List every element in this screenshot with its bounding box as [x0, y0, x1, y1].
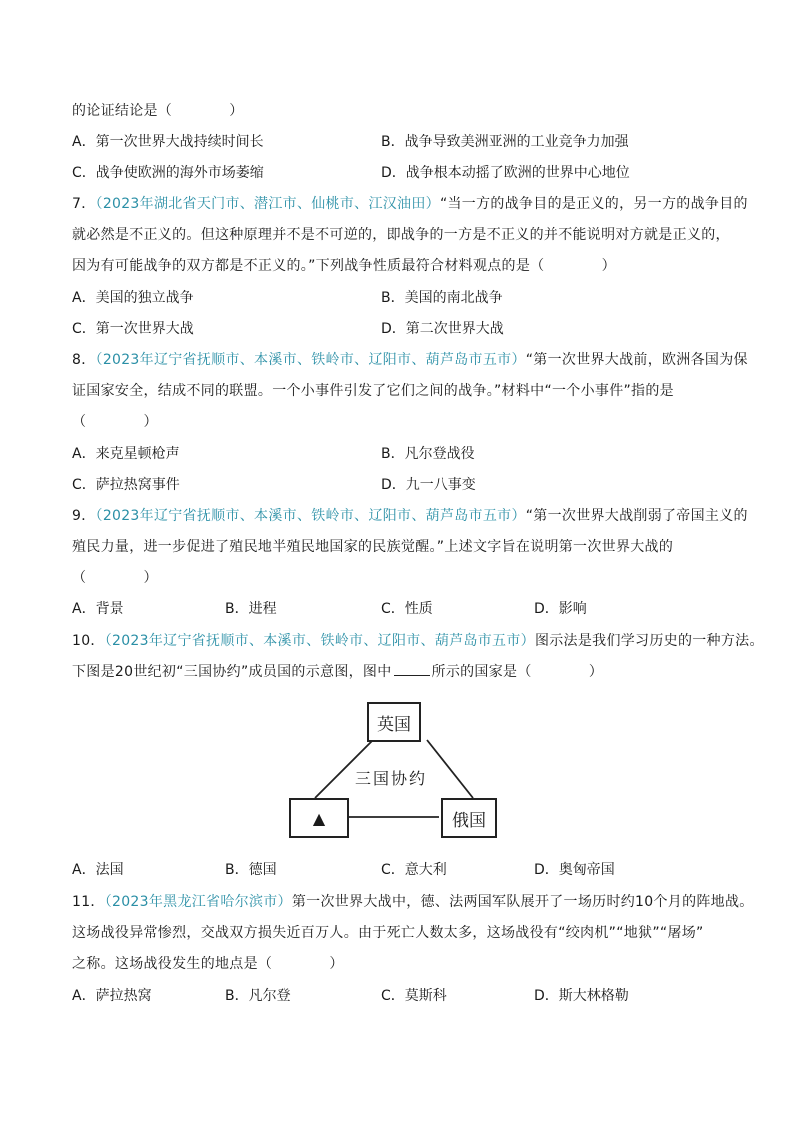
q10-text-line2a: 下图是20世纪初“三国协约”成员国的示意图，图中 [72, 664, 392, 680]
q9-number: 9． [72, 508, 96, 524]
q7-source: （2023年湖北省天门市、潜江市、仙桃市、江汉油田） [95, 196, 440, 212]
triangle-icon: ▲ [312, 808, 326, 828]
q7-option-d[interactable]: D．第二次世界大战 [381, 321, 504, 337]
q11-option-c[interactable]: C．莫斯科 [381, 988, 447, 1004]
q6-option-d[interactable]: D．战争根本动摇了欧洲的世界中心地位 [381, 165, 630, 181]
triple-entente-diagram [285, 700, 501, 850]
q9-option-a[interactable]: A．背景 [72, 601, 124, 617]
box-britain: 英国 [367, 702, 421, 742]
q10-text-line1: 图示法是我们学习历史的一种方法。 [534, 633, 764, 649]
q10-stem-line2 [72, 662, 732, 682]
q7-option-a[interactable]: A．美国的独立战争 [72, 290, 194, 306]
q10-source: （2023年辽宁省抚顺市、本溪市、铁岭市、辽阳市、葫芦岛市五市） [104, 633, 535, 649]
q8-text-line1: “第一次世界大战前，欧洲各国为保 [525, 352, 748, 368]
q7-text-line1: “当一方的战争目的是正义的，另一方的战争目的 [439, 196, 748, 212]
q7-option-c[interactable]: C．第一次世界大战 [72, 321, 194, 337]
q10-option-d[interactable]: D．奥匈帝国 [534, 862, 615, 878]
q11-stem-line3: 之称。这场战役发生的地点是（ ） [72, 956, 344, 972]
q8-option-d[interactable]: D．九一八事变 [381, 477, 476, 493]
q7-number: 7． [72, 196, 96, 212]
q6-option-c[interactable]: C．战争使欧洲的海外市场萎缩 [72, 165, 264, 181]
q8-option-a[interactable]: A．来克星顿枪声 [72, 446, 180, 462]
q11-number: 11． [72, 894, 105, 910]
box-unknown-country [289, 798, 349, 838]
q7-option-b[interactable]: B．美国的南北战争 [381, 290, 503, 306]
q7-stem-line2: 就必然是不正义的。但这种原理并不是不可逆的，即战争的一方是不正义的并不能说明对方就是正义的， [72, 227, 730, 243]
q9-stem-line3: （ ） [72, 570, 158, 586]
q11-source: （2023年黑龙江省哈尔滨市） [104, 894, 292, 910]
q9-option-b[interactable]: B．进程 [225, 601, 277, 617]
q7-stem-line1 [72, 194, 748, 214]
q8-stem-line2: 证国家安全，结成不同的联盟。一个小事件引发了它们之间的战争。”材料中“一个小事件”指的是 [72, 383, 674, 399]
q11-option-a[interactable]: A．萨拉热窝 [72, 988, 152, 1004]
q9-option-d[interactable]: D．影响 [534, 601, 587, 617]
q8-stem-line1 [72, 350, 748, 370]
q8-number: 8． [72, 352, 96, 368]
q6-option-a[interactable]: A．第一次世界大战持续时间长 [72, 134, 264, 150]
box-russia: 俄国 [441, 798, 497, 838]
q10-option-a[interactable]: A．法国 [72, 862, 124, 878]
diagram-center-label: 三国协约 [355, 769, 428, 788]
q8-option-b[interactable]: B．凡尔登战役 [381, 446, 475, 462]
q10-option-b[interactable]: B．德国 [225, 862, 277, 878]
q6-stem-tail: 的论证结论是（ ） [72, 103, 244, 119]
q10-stem-line1 [72, 631, 764, 651]
q11-option-d[interactable]: D．斯大林格勒 [534, 988, 629, 1004]
q10-option-c[interactable]: C．意大利 [381, 862, 447, 878]
q10-blank [394, 663, 430, 676]
q6-option-b[interactable]: B．战争导致美洲亚洲的工业竞争力加强 [381, 134, 629, 150]
q8-source: （2023年辽宁省抚顺市、本溪市、铁岭市、辽阳市、葫芦岛市五市） [95, 352, 526, 368]
q11-text-line1: 第一次世界大战中，德、法两国军队展开了一场历时约10个月的阵地战。 [291, 894, 754, 910]
q9-source: （2023年辽宁省抚顺市、本溪市、铁岭市、辽阳市、葫芦岛市五市） [95, 508, 526, 524]
q9-text-line1: “第一次世界大战削弱了帝国主义的 [525, 508, 748, 524]
q7-stem-line3: 因为有可能战争的双方都是不正义的。”下列战争性质最符合材料观点的是（ ） [72, 258, 616, 274]
q11-option-b[interactable]: B．凡尔登 [225, 988, 291, 1004]
q9-stem-line2: 殖民力量，进一步促进了殖民地半殖民地国家的民族觉醒。”上述文字旨在说明第一次世界大战的 [72, 539, 674, 555]
q10-text-line2b: 所示的国家是（ ） [431, 664, 604, 680]
q10-number: 10． [72, 633, 105, 649]
q8-option-c[interactable]: C．萨拉热窝事件 [72, 477, 180, 493]
q11-stem-line2: 这场战役异常惨烈，交战双方损失近百万人。由于死亡人数太多，这场战役有“绞肉机”“地狱”“屠场” [72, 925, 704, 941]
connector-top-right [427, 740, 473, 798]
q9-stem-line1 [72, 506, 748, 526]
q11-stem-line1 [72, 892, 754, 912]
q8-stem-line3: （ ） [72, 414, 158, 430]
q9-option-c[interactable]: C．性质 [381, 601, 433, 617]
